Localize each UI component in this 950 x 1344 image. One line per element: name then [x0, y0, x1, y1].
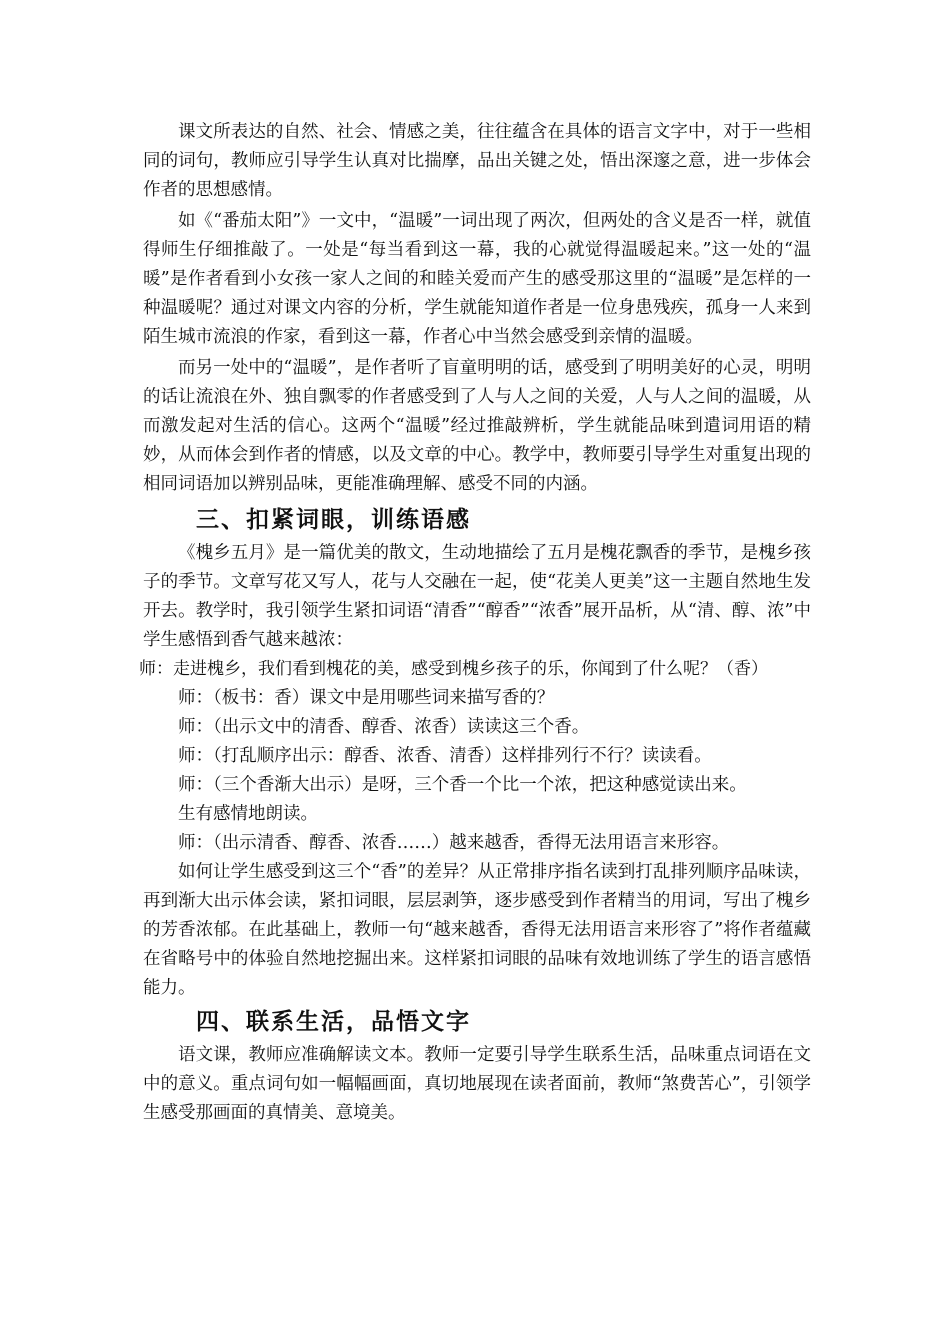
dialogue-line: 生有感情地朗读。	[178, 804, 318, 824]
document-page	[139, 118, 811, 1128]
paragraph: 如《“番茄太阳”》一文中，“温暖”一词出现了两次，但两处的含义是否一样，就值得师生仔细推敲了。一处是“每当看到这一幕，我的心就觉得温暖起来。”这一处的“温暖”是作者看到小女孩一家人之间的和睦关爱而产生的感受那这里的“温暖”是怎样的一种温暖呢？通过对课文内容的分析，学生就能知道作者是一位身患残疾，孤身一人来到陌生城市流浪的作家，看到这一幕，作者心中当然会感受到亲情的温暖。	[143, 211, 811, 347]
paragraph: 而另一处中的“温暖”，是作者听了盲童明明的话，感受到了明明美好的心灵，明明的话让流浪在外、独自飘零的作者感受到了人与人之间的关爱，人与人之间的温暖，从而激发起对生活的信心。这两个“温暖”经过推敲辨析，学生就能品味到遣词用语的精妙，从而体会到作者的情感，以及文章的中心。教学中，教师要引导学生对重复出现的相同词语加以辨别品味，更能准确理解、感受不同的内涵。	[143, 358, 811, 494]
paragraph: 如何让学生感受到这三个“香”的差异？从正常排序指名读到打乱排列顺序品味读，再到渐大出示体会读，紧扣词眼，层层剥笋，逐步感受到作者精当的用词，写出了槐乡的芳香浓郁。在此基础上，教师一句“越来越香，香得无法用语言来形容了”将作者蕴藏在省略号中的体验自然地挖掘出来。这样紧扣词眼的品味有效地训练了学生的语言感悟能力。	[143, 862, 811, 998]
paragraph: 《槐乡五月》是一篇优美的散文，生动地描绘了五月是槐花飘香的季节，是槐乡孩子的季节。文章写花又写人，花与人交融在一起，使“花美人更美”这一主题自然地生发开去。教学时，我引领学生紧扣词语“清香”“醇香”“浓香”展开品析，从“清、醇、浓”中学生感悟到香气越来越浓：	[143, 543, 811, 650]
dialogue-line: 师：（出示清香、醇香、浓香……）越来越香，香得无法用语言来形容。	[178, 833, 730, 853]
dialogue-line: 师：（三个香渐大出示）是呀，三个香一个比一个浓，把这种感觉读出来。	[178, 775, 747, 795]
dialogue-line: 师：（板书：香）课文中是用哪些词来描写香的？	[178, 688, 555, 708]
paragraph: 课文所表达的自然、社会、情感之美，往往蕴含在具体的语言文字中，对于一些相同的词句，教师应引导学生认真对比揣摩，品出关键之处，悟出深邃之意，进一步体会作者的思想感情。	[143, 122, 811, 200]
dialogue-line: 师：（打乱顺序出示：醇香、浓香、清香）这样排列行不行？读读看。	[178, 746, 712, 766]
section-heading: 四、联系生活，品悟文字	[196, 1009, 471, 1035]
dialogue-line: 师：（出示文中的清香、醇香、浓香）读读这三个香。	[178, 717, 590, 737]
section-heading: 三、扣紧词眼，训练语感	[196, 507, 471, 533]
dialogue-line: 师：走进槐乡，我们看到槐花的美，感受到槐乡孩子的乐，你闻到了什么呢？（香）	[139, 659, 768, 679]
paragraph: 语文课，教师应准确解读文本。教师一定要引导学生联系生活，品味重点词语在文中的意义。重点词句如一幅幅画面，真切地展现在读者面前，教师“煞费苦心”，引领学生感受那画面的真情美、意境美。	[143, 1045, 811, 1123]
